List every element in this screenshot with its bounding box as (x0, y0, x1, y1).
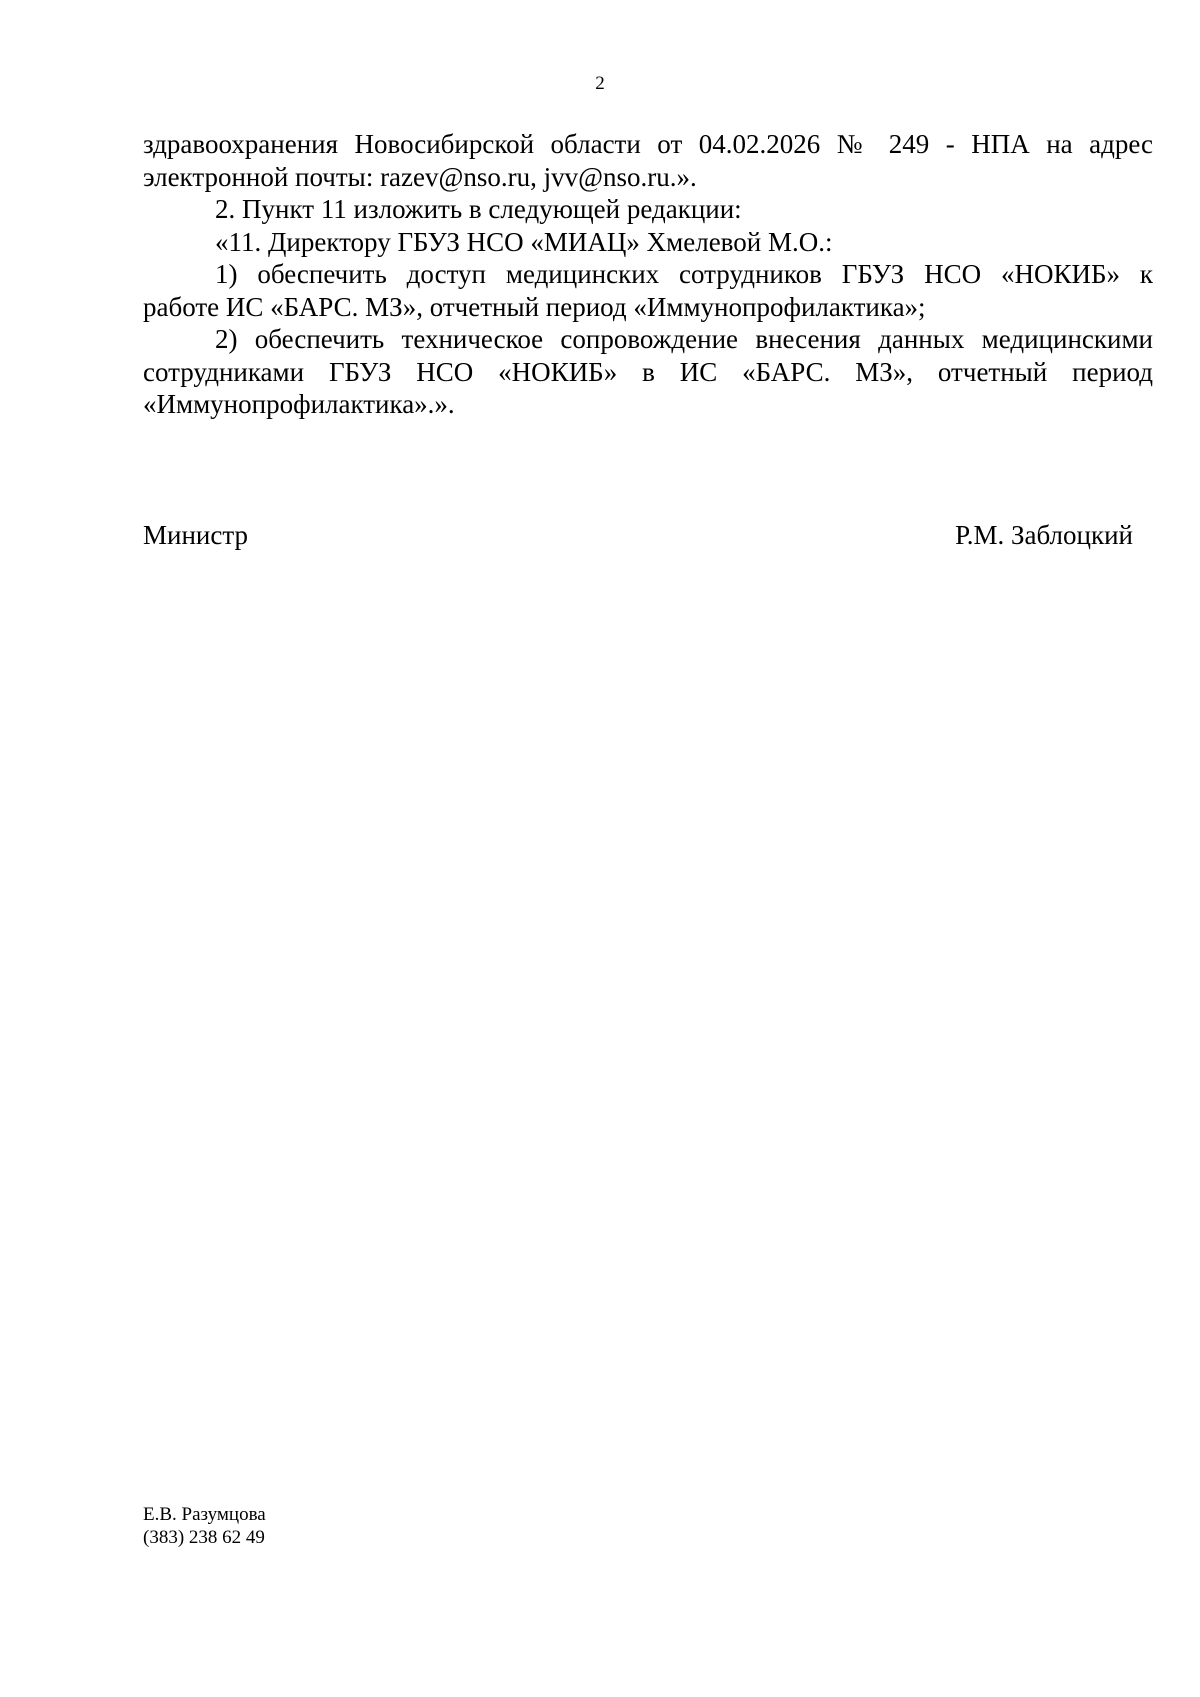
page-number: 2 (595, 73, 605, 94)
executor-name: Е.В. Разумцова (143, 1504, 266, 1525)
body-line: электронной почты: razev@nso.ru, jvv@nso.ru.». (143, 161, 697, 192)
signatory-name: Р.М. Заблоцкий (955, 520, 1133, 550)
executor-block (143, 1503, 266, 1549)
body-line: 2. Пункт 11 изложить в следующей редакции: (215, 194, 742, 224)
body-line: 1) обеспечить доступ медицинских сотрудников ГБУЗ НСО «НОКИБ» к (215, 259, 1153, 289)
body-line: «11. Директору ГБУЗ НСО «МИАЦ» Хмелевой М.О.: (215, 226, 833, 257)
body-line: сотрудниками ГБУЗ НСО «НОКИБ» в ИС «БАРС. МЗ», отчетный период (143, 356, 1153, 387)
body-line: 2) обеспечить техническое сопровождение внесения данных медицинскими (215, 324, 1153, 354)
signatory-position: Министр (143, 520, 248, 550)
body-line: здравоохранения Новосибирской области от 04.02.2026 № 249 - НПА на адрес (143, 129, 1153, 159)
body-line: «Иммунопрофилактика».». (143, 389, 455, 419)
document-body (143, 128, 1153, 421)
body-line: работе ИС «БАРС. МЗ», отчетный период «Иммунопрофилактика»; (143, 291, 926, 322)
executor-phone: (383) 238 62 49 (143, 1527, 265, 1548)
